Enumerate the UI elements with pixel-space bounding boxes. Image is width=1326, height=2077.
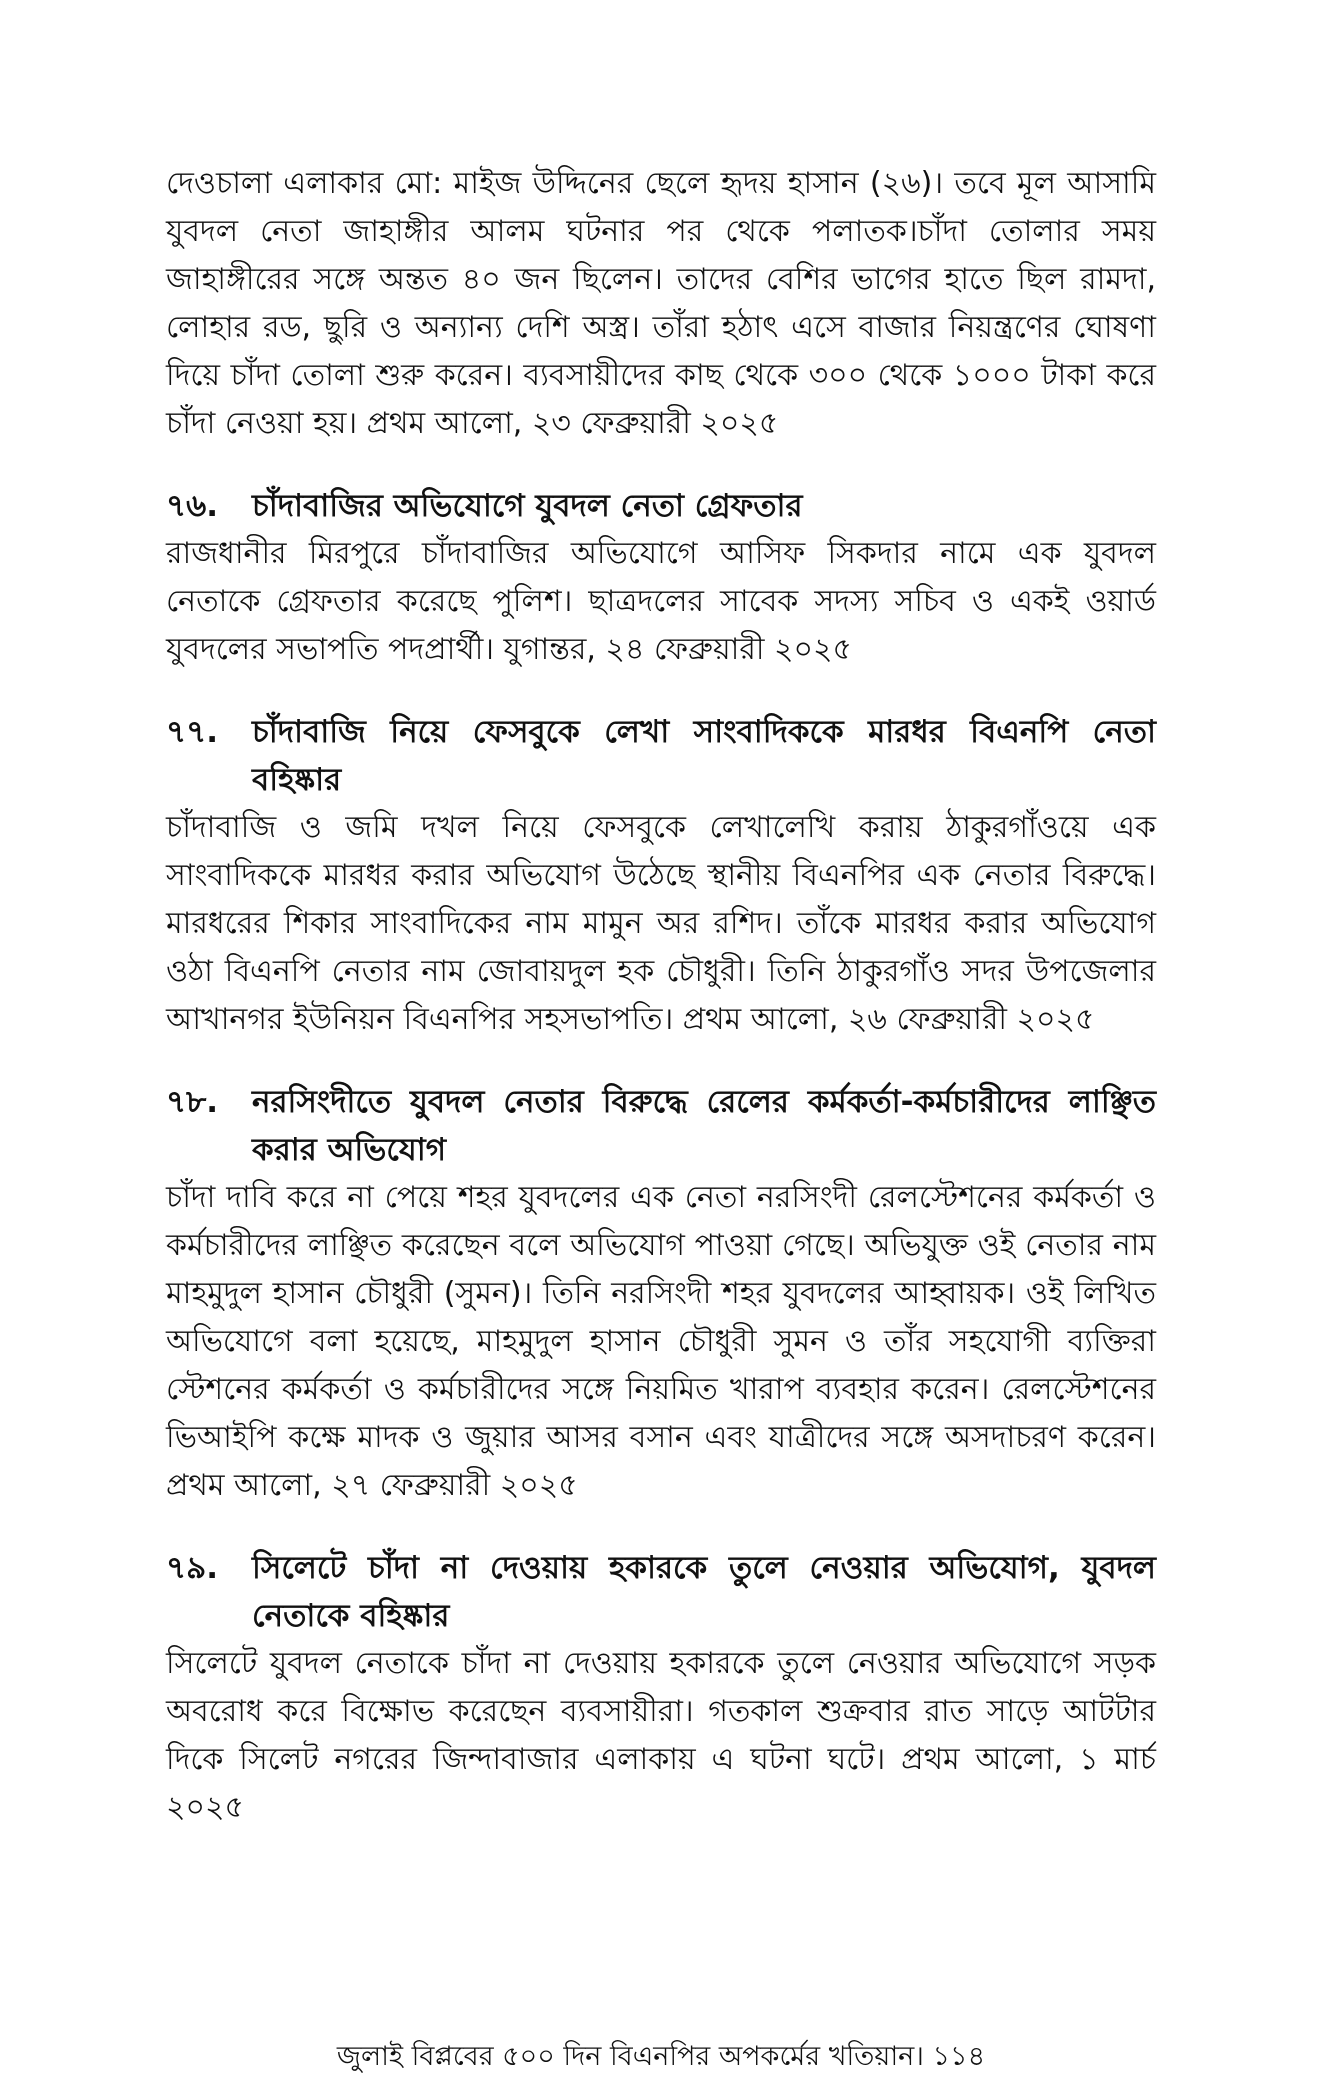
section-number: ৭৭. — [166, 714, 219, 750]
section-title: নরসিংদীতে যুবদল নেতার বিরুদ্ধে রেলের কর্মকর্তা-কর্মচারীদের লাঞ্ছিত করার অভিযোগ — [252, 1084, 1156, 1168]
section-body: সিলেটে যুবদল নেতাকে চাঁদা না দেওয়ায় হকারকে তুলে নেওয়ার অভিযোগে সড়ক অবরোধ করে বিক্ষোভ করেছেন ব্যবসায়ীরা। গতকাল শুক্রবার রাত সাড়ে আটটার দিকে সিলেট নগরের জিন্দাবাজার এলাকায় এ ঘটনা ঘটে। প্রথম আলো, ১ মার্চ ২০২৫ — [166, 1646, 1156, 1825]
section-heading — [166, 1078, 1156, 1174]
section-78 — [166, 1078, 1156, 1510]
section-title: সিলেটে চাঁদা না দেওয়ায় হকারকে তুলে নেওয়ার অভিযোগ, যুবদল নেতাকে বহিষ্কার — [252, 1550, 1156, 1634]
intro-paragraph: দেওচালা এলাকার মো: মাইজ উদ্দিনের ছেলে হৃদয় হাসান (২৬)। তবে মূল আসামি যুবদল নেতা জাহাঙ্গীর আলম ঘটনার পর থেকে পলাতক।চাঁদা তোলার সময় জাহাঙ্গীরের সঙ্গে অন্তত ৪০ জন ছিলেন। তাদের বেশির ভাগের হাতে ছিল রামদা, লোহার রড, ছুরি ও অন্যান্য দেশি অস্ত্র। তাঁরা হঠাৎ এসে বাজার নিয়ন্ত্রণের ঘোষণা দিয়ে চাঁদা তোলা শুরু করেন। ব্যবসায়ীদের কাছ থেকে ৩০০ থেকে ১০০০ টাকা করে চাঁদা নেওয়া হয়। প্রথম আলো, ২৩ ফেব্রুয়ারী ২০২৫ — [166, 166, 1156, 441]
section-heading — [166, 708, 1156, 804]
section-body: চাঁদাবাজি ও জমি দখল নিয়ে ফেসবুকে লেখালেখি করায় ঠাকুরগাঁওয়ে এক সাংবাদিককে মারধর করার অভিযোগ উঠেছে স্থানীয় বিএনপির এক নেতার বিরুদ্ধে। মারধরের শিকার সাংবাদিকের নাম মামুন অর রশিদ। তাঁকে মারধর করার অভিযোগ ওঠা বিএনপি নেতার নাম জোবায়দুল হক চৌধুরী। তিনি ঠাকুরগাঁও সদর উপজেলার আখানগর ইউনিয়ন বিএনপির সহসভাপতি। প্রথম আলো, ২৬ ফেব্রুয়ারী ২০২৫ — [166, 810, 1156, 1037]
section-heading — [166, 482, 1156, 530]
section-heading — [166, 1544, 1156, 1640]
section-title: চাঁদাবাজি নিয়ে ফেসবুকে লেখা সাংবাদিককে মারধর বিএনপি নেতা বহিষ্কার — [252, 714, 1156, 798]
section-number: ৭৮. — [166, 1084, 219, 1120]
document-page — [166, 160, 1156, 2072]
section-title: চাঁদাবাজির অভিযোগে যুবদল নেতা গ্রেফতার — [252, 488, 803, 524]
section-76 — [166, 482, 1156, 674]
page-footer: জুলাই বিপ্লবের ৫০০ দিন বিএনপির অপকর্মের খতিয়ান। ১১৪ — [336, 2041, 986, 2072]
section-77 — [166, 708, 1156, 1044]
section-number: ৭৬. — [166, 488, 219, 524]
section-body: রাজধানীর মিরপুরে চাঁদাবাজির অভিযোগে আসিফ সিকদার নামে এক যুবদল নেতাকে গ্রেফতার করেছে পুলিশ। ছাত্রদলের সাবেক সদস্য সচিব ও একই ওয়ার্ড যুবদলের সভাপতি পদপ্রার্থী। যুগান্তর, ২৪ ফেব্রুয়ারী ২০২৫ — [166, 536, 1156, 667]
section-number: ৭৯. — [166, 1550, 219, 1586]
section-79 — [166, 1544, 1156, 1832]
section-body: চাঁদা দাবি করে না পেয়ে শহর যুবদলের এক নেতা নরসিংদী রেলস্টেশনের কর্মকর্তা ও কর্মচারীদের লাঞ্ছিত করেছেন বলে অভিযোগ পাওয়া গেছে। অভিযুক্ত ওই নেতার নাম মাহমুদুল হাসান চৌধুরী (সুমন)। তিনি নরসিংদী শহর যুবদলের আহ্বায়ক। ওই লিখিত অভিযোগে বলা হয়েছে, মাহমুদুল হাসান চৌধুরী সুমন ও তাঁর সহযোগী ব্যক্তিরা স্টেশনের কর্মকর্তা ও কর্মচারীদের সঙ্গে নিয়মিত খারাপ ব্যবহার করেন। রেলস্টেশনের ভিআইপি কক্ষে মাদক ও জুয়ার আসর বসান এবং যাত্রীদের সঙ্গে অসদাচরণ করেন। প্রথম আলো, ২৭ ফেব্রুয়ারী ২০২৫ — [166, 1180, 1156, 1503]
